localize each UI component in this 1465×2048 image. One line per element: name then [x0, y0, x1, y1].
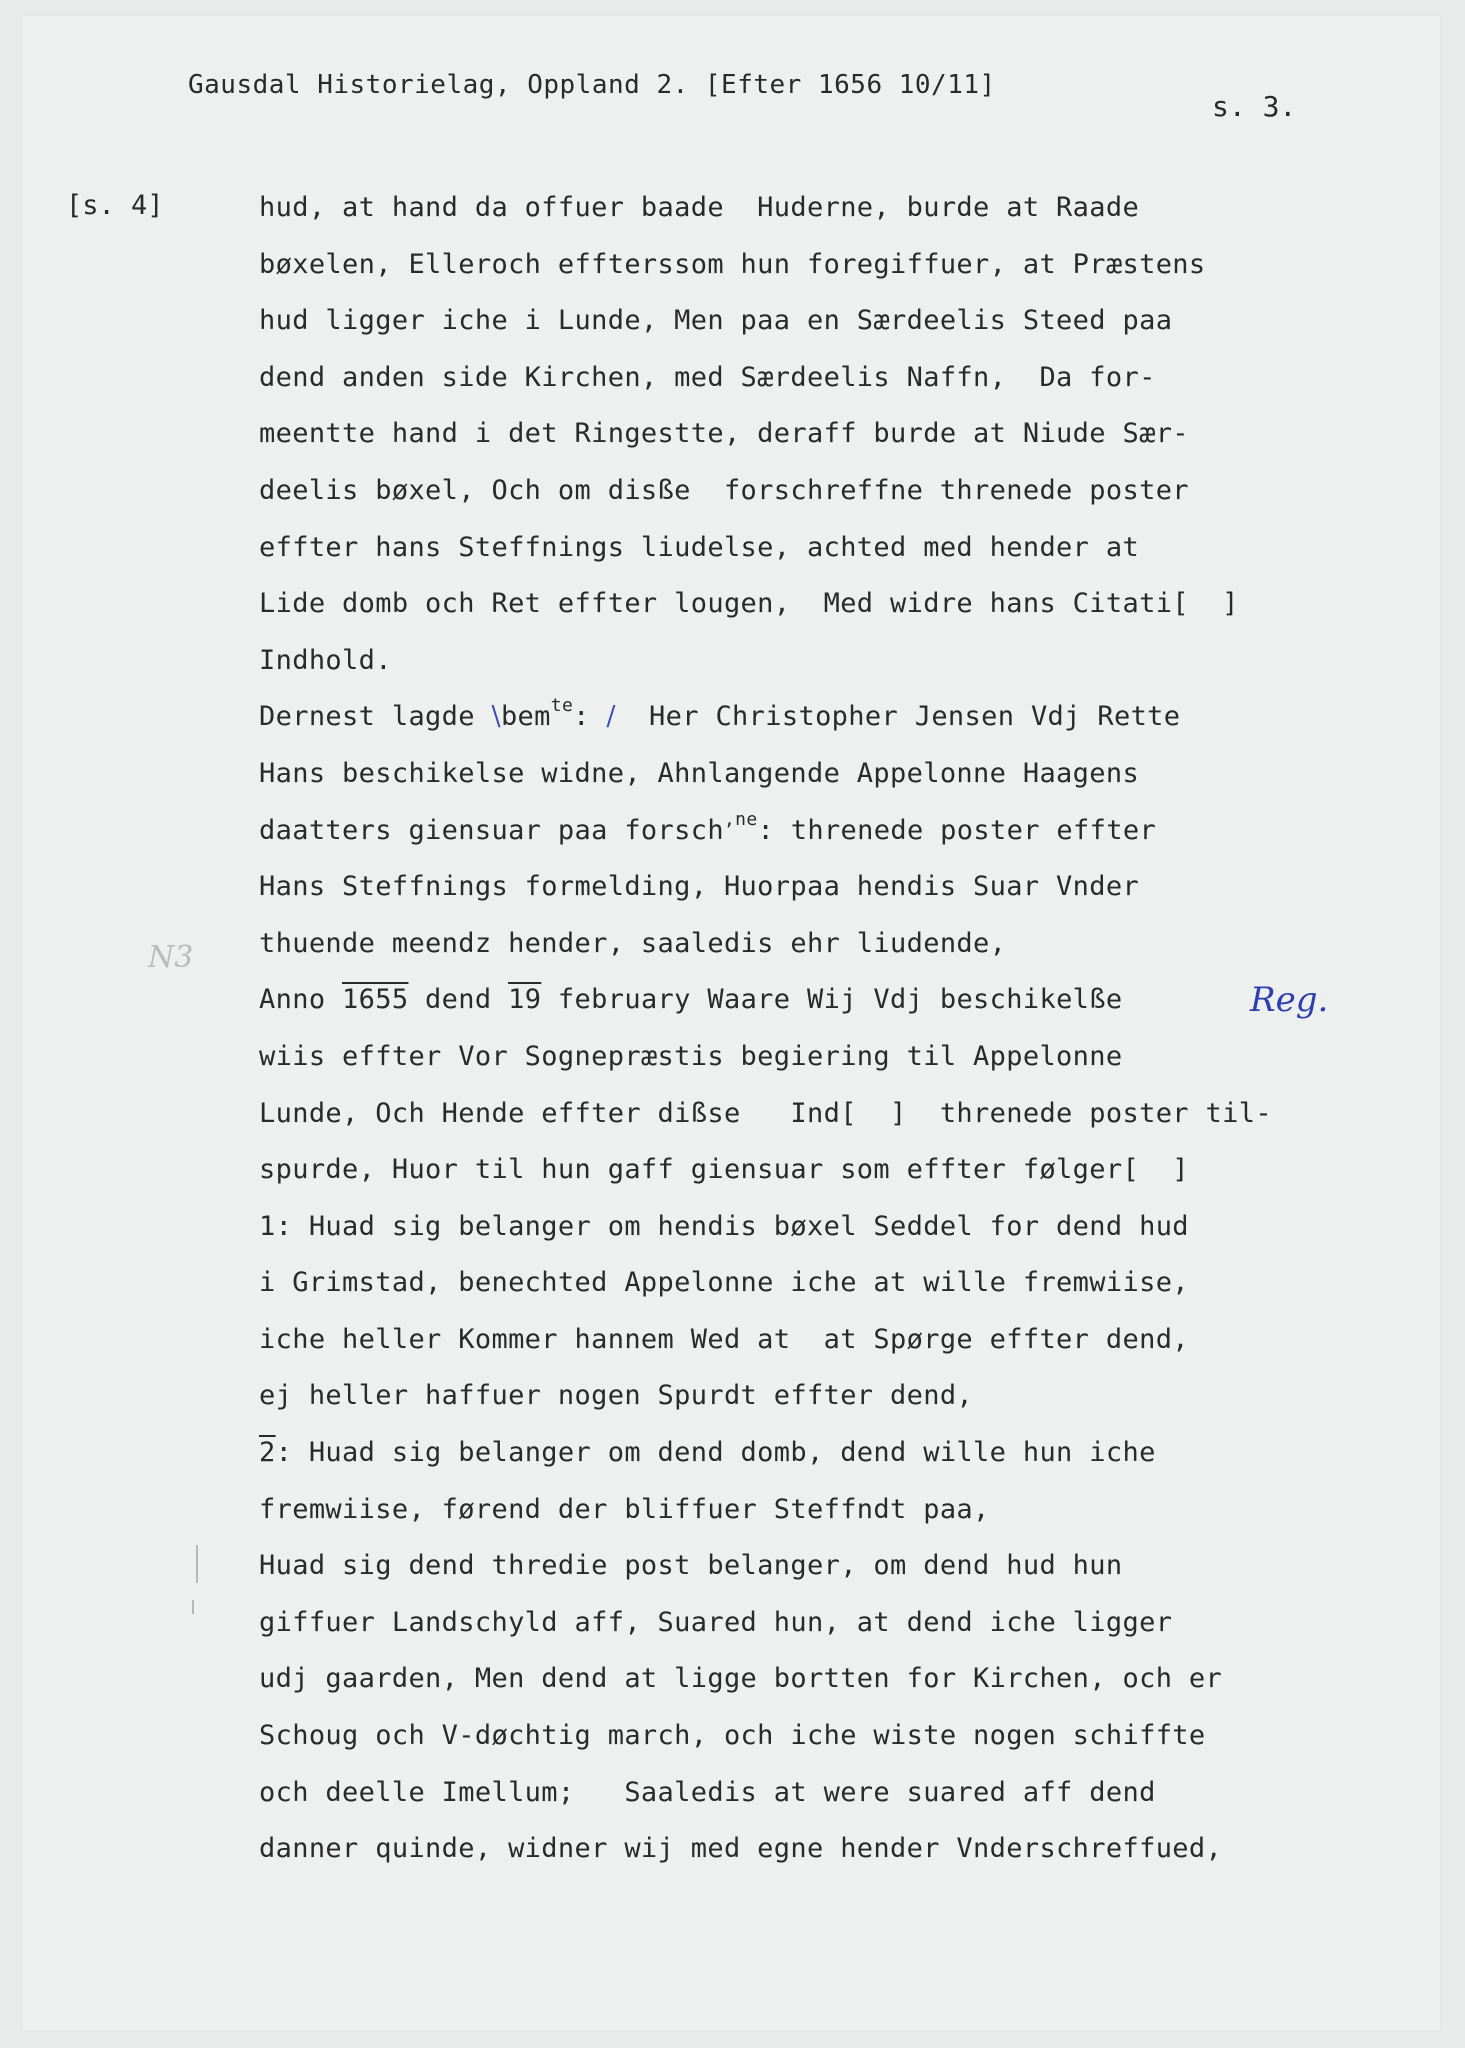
text-line: thuende meendz hender, saaledis ehr liudende,	[259, 927, 1007, 959]
superscript-abbreviation: te	[550, 695, 574, 717]
pencil-stroke-1	[196, 1545, 198, 1583]
ink-insertion-mark: \	[491, 701, 501, 733]
text-line: hud ligger iche i Lunde, Men paa en Særdeelis Steed paa	[259, 305, 1173, 337]
text-line: hud, at hand da offuer baade Huderne, burde at Raade	[259, 192, 1140, 223]
archive-header: Gausdal Historielag, Oppland 2. [Efter 1656 10/11]	[188, 70, 996, 100]
text-line: Huad sig dend thredie post belanger, om dend hud hun	[259, 1550, 1123, 1582]
page-number: s. 3.	[1212, 90, 1297, 123]
text-segment: : threnede poster effter	[757, 814, 1157, 846]
text-line: meentte hand i det Ringestte, deraff burde at Niude Sær-	[259, 418, 1189, 450]
text-line: ej heller haffuer nogen Spurdt effter dend,	[259, 1380, 974, 1412]
pencil-stroke-2	[192, 1600, 194, 1614]
text-line: iche heller Kommer hannem Wed at at Spørge effter dend,	[259, 1323, 1189, 1355]
handwritten-reg-note: Reg.	[1250, 980, 1329, 1020]
overlined-number: 19	[508, 984, 542, 1016]
text-segment: Her Christopher Jensen Vdj Rette	[615, 701, 1181, 733]
text-line: danner quinde, widner wij med egne hender Vnderschreffued,	[259, 1833, 1223, 1865]
text-segment: : Huad sig belanger om dend domb, dend wille hun iche	[275, 1437, 1156, 1469]
text-line-with-overline	[259, 1433, 1339, 1490]
text-segment: Dernest lagde	[259, 701, 492, 733]
text-line: deelis bøxel, Och om disße forschreffne threnede poster	[259, 474, 1189, 506]
text-line: fremwiise, førend der bliffuer Steffndt paa,	[259, 1493, 990, 1525]
text-line: Hans Steffnings formelding, Huorpaa hendis Suar Vnder	[259, 871, 1140, 903]
text-line: och deelle Imellum; Saaledis at were suared aff dend	[259, 1776, 1156, 1808]
text-line: udj gaarden, Men dend at ligge bortten for Kirchen, och er	[259, 1663, 1223, 1695]
text-line-with-overlines	[259, 980, 1339, 1037]
text-line: 1: Huad sig belanger om hendis bøxel Seddel for dend hud	[259, 1210, 1189, 1242]
text-line: Indhold.	[259, 644, 392, 676]
superscript-abbreviation: ,ne	[723, 808, 758, 830]
text-line: spurde, Huor til hun gaff giensuar som effter følger[ ]	[259, 1154, 1189, 1186]
text-line: wiis effter Vor Sognepræstis begiering til Appelonne	[259, 1040, 1123, 1072]
text-segment: Anno	[259, 984, 343, 1016]
overlined-number: 1655	[342, 984, 409, 1016]
ink-insertion-mark: /	[606, 701, 616, 733]
text-line-with-insertion	[259, 697, 1339, 754]
text-line: i Grimstad, benechted Appelonne iche at wille fremwiise,	[259, 1267, 1189, 1299]
faint-pencil-mark: N3	[148, 940, 194, 975]
text-segment: :	[573, 701, 607, 733]
overlined-number: 2	[259, 1437, 276, 1469]
text-line: Lide domb och Ret effter lougen, Med widre hans Citati[ ]	[259, 588, 1239, 620]
text-segment: february Waare Wij Vdj beschikelße	[541, 984, 1123, 1016]
margin-page-reference: [s. 4]	[66, 190, 164, 221]
text-line: Schoug och V-døchtig march, och iche wiste nogen schiffte	[259, 1720, 1206, 1752]
text-segment: daatters giensuar paa forsch	[259, 814, 724, 846]
text-segment: dend	[408, 984, 509, 1016]
text-line: bøxelen, Elleroch effterssom hun foregiffuer, at Præstens	[259, 248, 1206, 280]
text-line: Hans beschikelse widne, Ahnlangende Appelonne Haagens	[259, 757, 1140, 789]
text-line: dend anden side Kirchen, med Særdeelis Naffn, Da for-	[259, 361, 1156, 393]
text-line: Lunde, Och Hende effter dißse Ind[ ] threnede poster til-	[259, 1097, 1272, 1129]
text-line-with-superscript	[259, 808, 1339, 868]
text-segment: bem	[500, 701, 551, 733]
transcription-body	[259, 188, 1339, 1886]
text-line: effter hans Steffnings liudelse, achted med hender at	[259, 531, 1140, 563]
text-line: giffuer Landschyld aff, Suared hun, at dend iche ligger	[259, 1606, 1173, 1638]
